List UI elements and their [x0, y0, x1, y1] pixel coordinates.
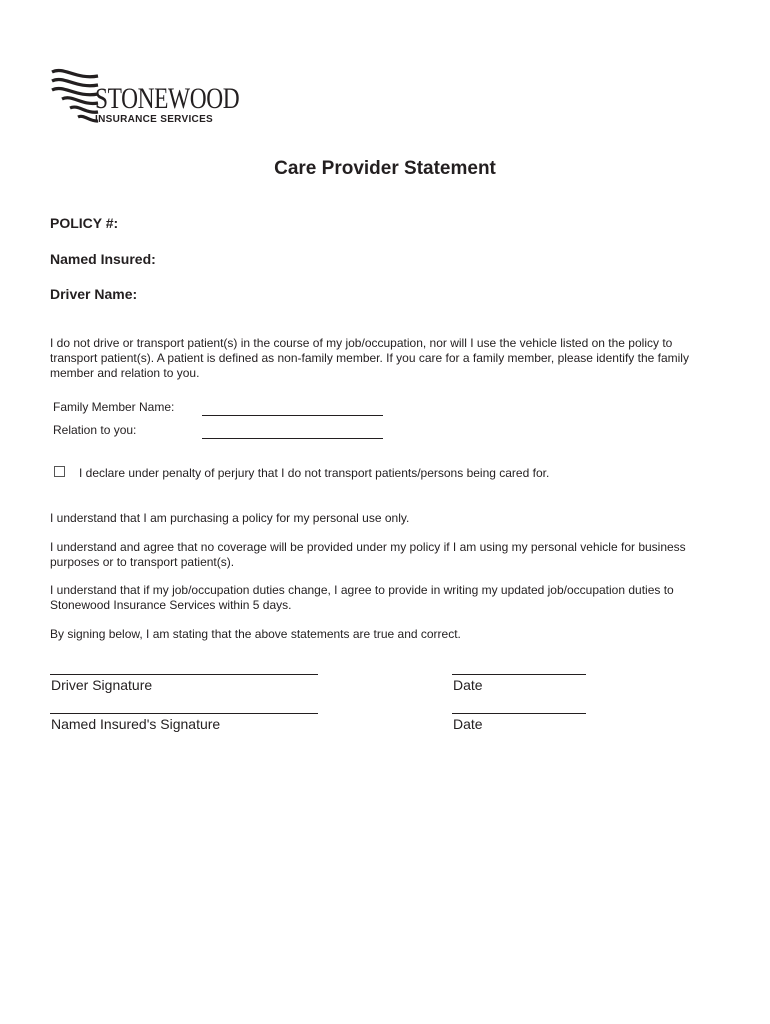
policy-number-label: POLICY #:: [50, 215, 119, 231]
personal-use-statement: I understand that I am purchasing a policy for my personal use only.: [50, 511, 410, 525]
no-coverage-statement: I understand and agree that no coverage will be provided under my policy if I am using my personal vehicle for business purposes or to transport patient(s).: [50, 540, 686, 569]
company-logo: [50, 68, 240, 128]
driver-signature-label: Driver Signature: [51, 677, 153, 693]
driver-signature-line[interactable]: [50, 674, 318, 675]
insured-signature-line[interactable]: [50, 713, 318, 714]
insured-date-line[interactable]: [452, 713, 586, 714]
relation-field[interactable]: [202, 438, 383, 439]
declaration-checkbox[interactable]: [54, 466, 65, 477]
family-member-name-label: Family Member Name:: [53, 400, 175, 414]
signing-statement: By signing below, I am stating that the above statements are true and correct.: [50, 627, 461, 641]
insured-signature-label: Named Insured's Signature: [51, 716, 221, 732]
insured-date-label: Date: [453, 716, 483, 732]
named-insured-label: Named Insured:: [50, 251, 156, 267]
page-title: Care Provider Statement: [274, 158, 496, 179]
family-member-name-field[interactable]: [202, 415, 383, 416]
duties-change-statement: I understand that if my job/occupation duties change, I agree to provide in writing my updated job/occupation duties to Stonewood Insurance Services within 5 days.: [50, 583, 674, 612]
logo-subtitle: INSURANCE SERVICES: [95, 114, 214, 125]
intro-paragraph: I do not drive or transport patient(s) in the course of my job/occupation, nor will I use the vehicle listed on the policy to transport patient(s). A patient is defined as non-family member. If you care for a family member, please identify the family member and relation to you.: [50, 336, 689, 380]
relation-label: Relation to you:: [53, 423, 137, 437]
flag-waves-icon: [50, 68, 100, 128]
logo-wordmark: STONEWOOD: [95, 82, 240, 115]
driver-date-line[interactable]: [452, 674, 586, 675]
driver-date-label: Date: [453, 677, 483, 693]
driver-name-label: Driver Name:: [50, 286, 138, 302]
declaration-text: I declare under penalty of perjury that I do not transport patients/persons being cared for.: [79, 466, 550, 480]
